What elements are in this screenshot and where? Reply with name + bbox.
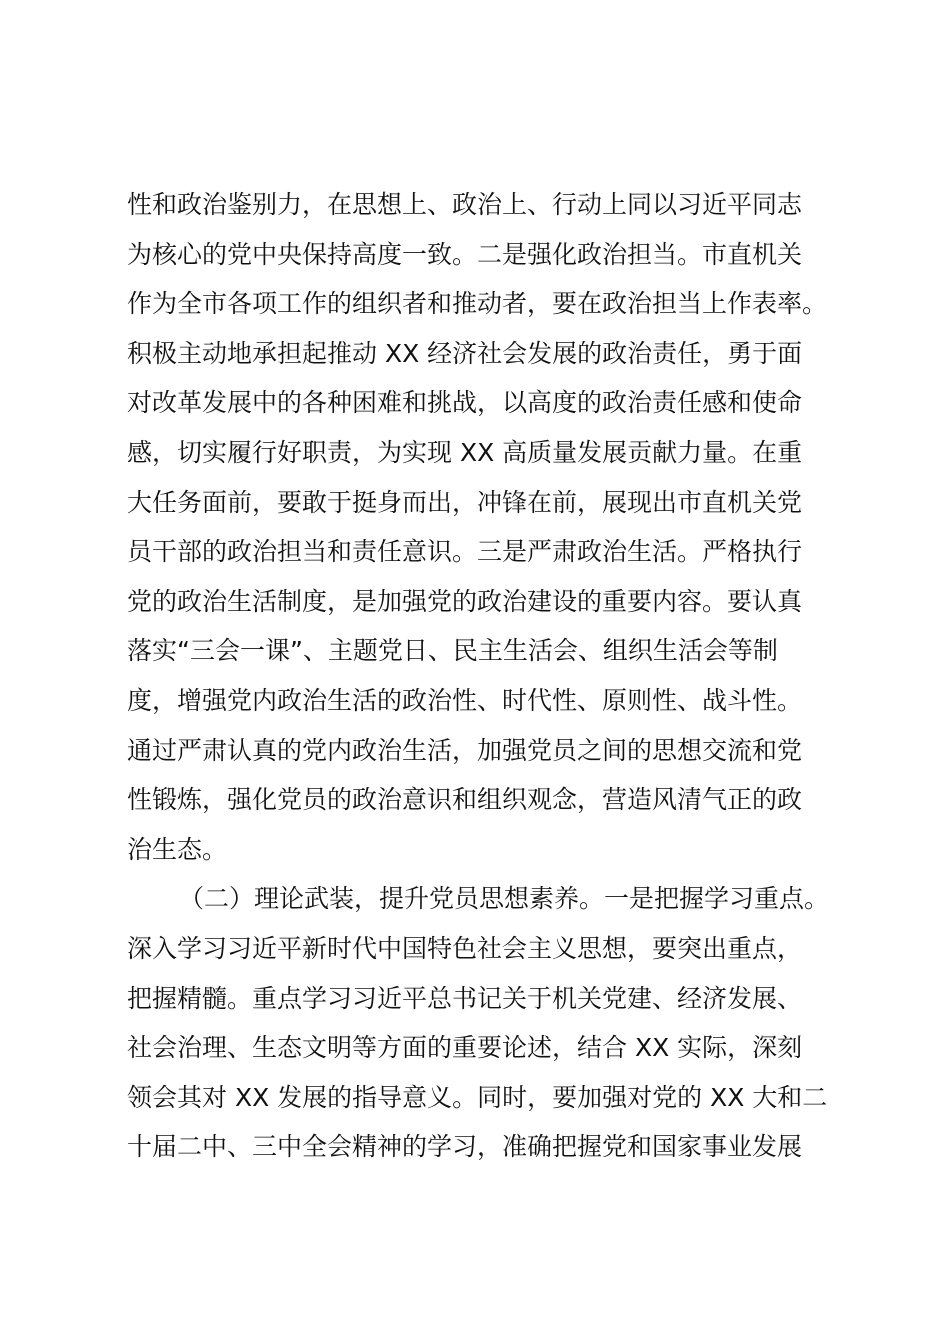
body-text	[127, 180, 847, 1172]
text-line: 性和政治鉴别力，在思想上、政治上、行动上同以习近平同志	[127, 190, 803, 219]
text-line: 治生态。	[127, 834, 228, 864]
text-line: 员干部的政治担当和责任意识。三是严肃政治生活。严格执行	[127, 537, 803, 567]
text-line: 党的政治生活制度，是加强党的政治建设的重要内容。要认真	[127, 586, 803, 616]
text-line: 十届二中、三中全会精神的学习，准确把握党和国家事业发展	[127, 1132, 803, 1162]
text-line: 把握精髓。重点学习习近平总书记关于机关党建、经济发展、	[127, 983, 803, 1013]
text-line: 大任务面前，要敢于挺身而出，冲锋在前，展现出市直机关党	[127, 487, 803, 517]
text-line: 作为全市各项工作的组织者和推动者，要在政治担当上作表率。	[127, 289, 828, 319]
text-line: 积极主动地承担起推动 XX 经济社会发展的政治责任，勇于面	[127, 338, 803, 368]
text-line: 对改革发展中的各种困难和挑战，以高度的政治责任感和使命	[127, 388, 803, 418]
text-line: 通过严肃认真的党内政治生活，加强党员之间的思想交流和党	[127, 735, 803, 765]
text-line: 为核心的党中央保持高度一致。二是强化政治担当。市直机关	[127, 239, 803, 269]
text-line: 感，切实履行好职责，为实现 XX 高质量发展贡献力量。在重	[127, 437, 803, 467]
text-line: 深入学习习近平新时代中国特色社会主义思想，要突出重点，	[127, 933, 803, 963]
text-line: 落实“三会一课”、主题党日、民主生活会、组织生活会等制	[127, 636, 778, 666]
text-line: 性锻炼，强化党员的政治意识和组织观念，营造风清气正的政	[127, 785, 803, 815]
text-line: 领会其对 XX 发展的指导意义。同时，要加强对党的 XX 大和二	[127, 1082, 828, 1112]
section-heading-line: （二）理论武装，提升党员思想素养。一是把握学习重点。	[179, 884, 830, 914]
text-line: 社会治理、生态文明等方面的重要论述，结合 XX 实际，深刻	[127, 1033, 803, 1063]
text-line: 度，增强党内政治生活的政治性、时代性、原则性、战斗性。	[127, 685, 803, 715]
